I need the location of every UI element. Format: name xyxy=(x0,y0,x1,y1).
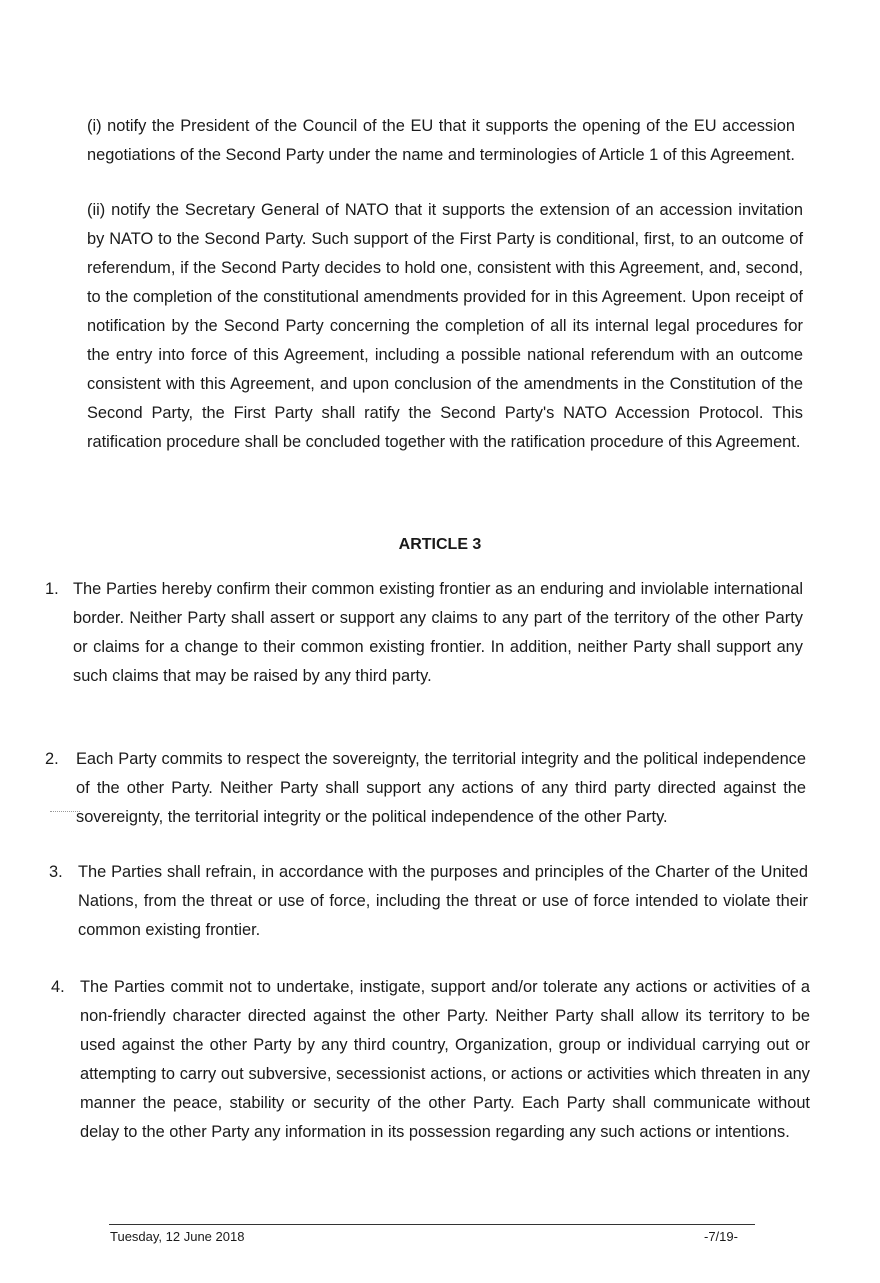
paragraph-i: (i) notify the President of the Council of the EU that it supports the opening of the EU accession negotiations of the Second Party under the name and terminologies of Article 1 of this Agreement. xyxy=(87,117,795,164)
list-item-text: The Parties hereby confirm their common existing frontier as an enduring and inviolable international border. Neither Party shall assert or support any claims to any part of the territory of the other Party or claims for a change to their common existing frontier. In addition, neither Party shall support any such claims that may be raised by any third party. xyxy=(73,580,803,685)
list-item-text: Each Party commits to respect the sovereignty, the territorial integrity and the political independence of the other Party. Neither Party shall support any actions of any third party directed against the sovereignty, the territorial integrity or the political independence of the other Party. xyxy=(76,750,806,826)
list-item-text: The Parties shall refrain, in accordance with the purposes and principles of the Charter of the United Nations, from the threat or use of force, including the threat or use of force intended to violate their common existing frontier. xyxy=(78,863,808,939)
list-item-number: 3. xyxy=(49,863,63,881)
list-item-number: 4. xyxy=(51,978,65,996)
margin-mark xyxy=(50,811,80,812)
list-item-number: 1. xyxy=(45,580,59,598)
footer-date: Tuesday, 12 June 2018 xyxy=(110,1229,245,1244)
footer-divider xyxy=(109,1224,755,1225)
list-item-text: The Parties commit not to undertake, instigate, support and/or tolerate any actions or activities of a non-friendly character directed against the other Party. Neither Party shall allow its territory to be used against the other Party by any third country, Organization, group or individual carrying out or attempting to carry out subversive, secessionist actions, or actions or activities which threaten in any manner the peace, stability or security of the other Party. Each Party shall communicate without delay to the other Party any information in its possession regarding any such actions or intentions. xyxy=(80,978,810,1141)
list-item-number: 2. xyxy=(45,750,59,768)
page-number: -7/19- xyxy=(704,1229,738,1244)
article-heading: ARTICLE 3 xyxy=(398,536,482,553)
paragraph-ii: (ii) notify the Secretary General of NATO that it supports the extension of an accession invitation by NATO to the Second Party. Such support of the First Party is conditional, first, to an outcome of referendum, if the Second Party decides to hold one, consistent with this Agreement, and, second, to the completion of the constitutional amendments provided for in this Agreement. Upon receipt of notification by the Second Party concerning the completion of all its internal legal procedures for the entry into force of this Agreement, including a possible national referendum with an outcome consistent with this Agreement, and upon conclusion of the amendments in the Constitution of the Second Party, the First Party shall ratify the Second Party's NATO Accession Protocol. This ratification procedure shall be concluded together with the ratification procedure of this Agreement. xyxy=(87,201,803,451)
